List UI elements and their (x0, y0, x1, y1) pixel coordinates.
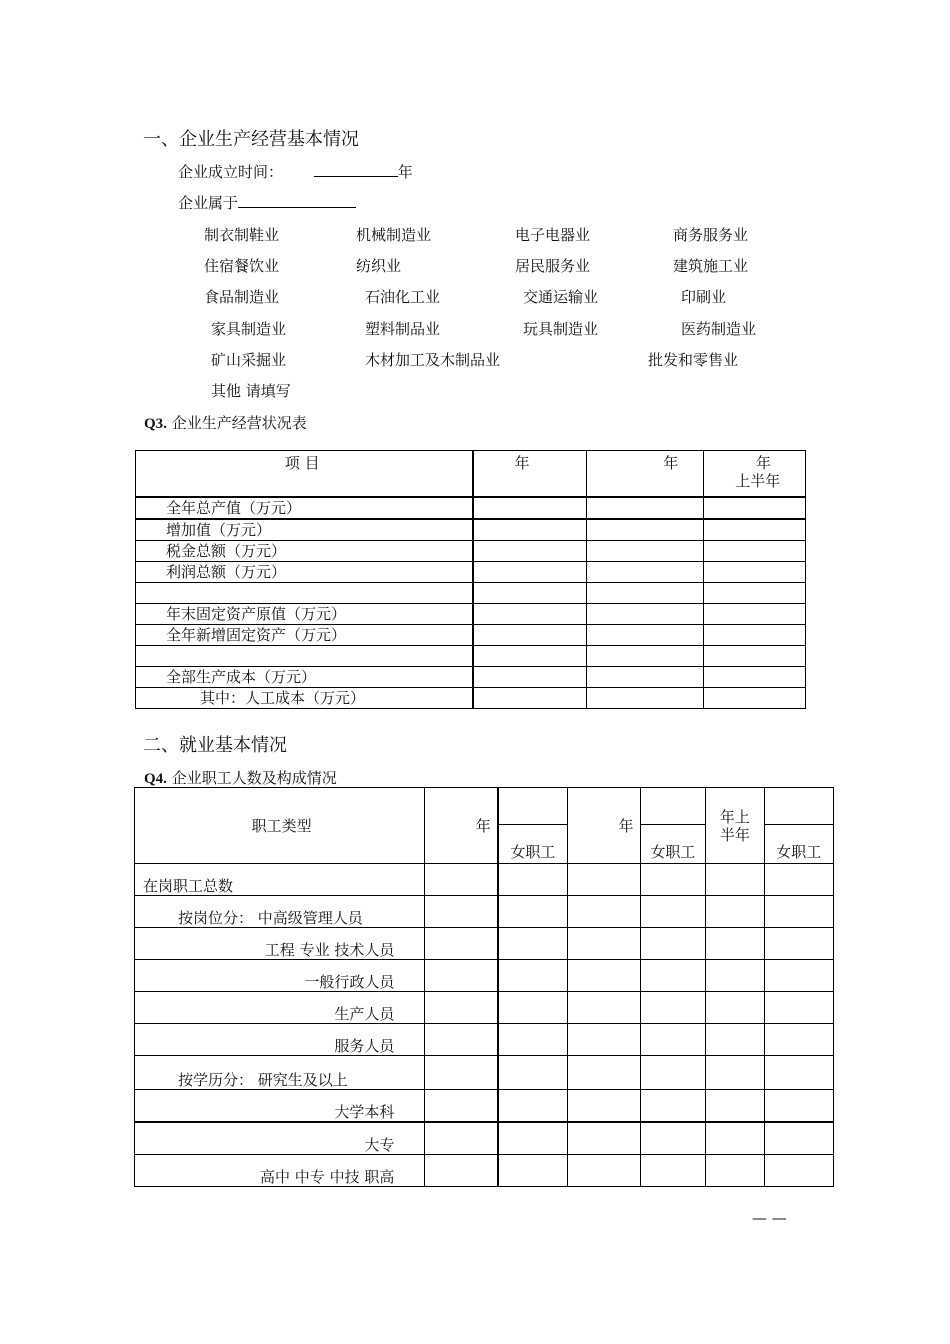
input-cell[interactable] (473, 625, 586, 646)
table-row (135, 1056, 834, 1090)
input-cell[interactable] (640, 896, 706, 928)
industry-item[interactable]: 矿山采掘业 (211, 351, 287, 369)
input-cell[interactable] (704, 625, 806, 646)
input-cell[interactable] (586, 688, 704, 709)
input-cell[interactable] (640, 864, 706, 896)
row-label: 工程 专业 技术人员 (135, 928, 425, 960)
q3-table (135, 450, 806, 709)
industry-item[interactable]: 食品制造业 (204, 288, 280, 306)
input-cell[interactable] (425, 1056, 498, 1090)
q4-header-spacer (764, 788, 833, 825)
q4-title: 企业职工人数及构成情况 (171, 769, 337, 787)
input-cell[interactable] (568, 1024, 640, 1056)
input-cell[interactable] (425, 1155, 498, 1187)
q4-col-year3: 年上 半年 (706, 788, 764, 864)
row-label: 服务人员 (135, 1024, 425, 1056)
table-row (135, 928, 834, 960)
q4-col-female2: 女职工 (640, 825, 706, 864)
q3-col-year3: 年 上半年 (704, 451, 806, 498)
table-row (135, 1122, 834, 1155)
q3-col-item: 项 目 (136, 451, 474, 498)
industry-item[interactable]: 家具制造业 (211, 320, 287, 338)
input-cell[interactable] (473, 497, 586, 519)
industry-item[interactable]: 住宿餐饮业 (204, 257, 280, 275)
table-row (136, 688, 806, 709)
q3-label: Q3. (144, 416, 167, 432)
input-cell[interactable] (473, 667, 586, 688)
q4-header-row-top (135, 788, 834, 825)
row-label: 大专 (135, 1122, 425, 1155)
q4-col-female3: 女职工 (764, 825, 833, 864)
table-row (135, 1024, 834, 1056)
table-row (136, 519, 806, 541)
input-cell[interactable] (425, 864, 498, 896)
table-row (135, 896, 834, 928)
input-cell[interactable] (473, 604, 586, 625)
input-cell[interactable] (568, 1090, 640, 1123)
table-row (136, 562, 806, 583)
input-cell[interactable] (640, 928, 706, 960)
input-cell[interactable] (706, 1122, 764, 1155)
input-cell[interactable] (706, 1056, 764, 1090)
row-label: 按学历分： 研究生及以上 (135, 1056, 425, 1090)
q3-col-year2: 年 (586, 451, 704, 498)
q4-col-year1: 年 (425, 788, 498, 864)
q3-col-year1: 年 (473, 451, 586, 498)
input-cell[interactable] (704, 583, 806, 604)
section1-title: 一、企业生产经营基本情况 (143, 129, 359, 150)
q4-header-spacer (640, 788, 706, 825)
input-cell[interactable] (764, 864, 833, 896)
industry-item[interactable]: 商务服务业 (673, 226, 749, 244)
q4-col-type: 职工类型 (135, 788, 425, 864)
input-cell[interactable] (586, 625, 704, 646)
input-cell[interactable] (586, 604, 704, 625)
row-label: 按岗位分： 中高级管理人员 (135, 896, 425, 928)
input-cell[interactable] (764, 992, 833, 1024)
input-cell[interactable] (498, 1122, 568, 1155)
industry-item[interactable]: 交通运输业 (523, 288, 599, 306)
row-label: 全年新增固定资产（万元） (136, 625, 474, 646)
input-cell[interactable] (568, 864, 640, 896)
table-row (136, 497, 806, 519)
input-cell[interactable] (568, 1155, 640, 1187)
input-cell[interactable] (568, 928, 640, 960)
belongs-field[interactable] (238, 193, 356, 208)
q3-title: 企业生产经营状况表 (171, 414, 307, 432)
input-cell[interactable] (586, 583, 704, 604)
input-cell[interactable] (706, 1090, 764, 1123)
input-cell[interactable] (764, 928, 833, 960)
input-cell[interactable] (473, 562, 586, 583)
q4-label: Q4. (144, 771, 167, 787)
founded-row (178, 161, 413, 182)
q4-col-female1: 女职工 (498, 825, 568, 864)
industry-other[interactable]: 其他 请填写 (211, 382, 291, 400)
input-cell[interactable] (706, 864, 764, 896)
industry-item[interactable]: 石油化工业 (365, 288, 441, 306)
founded-year-field[interactable] (314, 162, 398, 177)
row-label: 年末固定资产原值（万元） (136, 604, 474, 625)
input-cell[interactable] (568, 1056, 640, 1090)
row-label: 高中 中专 中技 职高 (135, 1155, 425, 1187)
input-cell[interactable] (704, 604, 806, 625)
input-cell[interactable] (706, 992, 764, 1024)
input-cell[interactable] (568, 1122, 640, 1155)
input-cell[interactable] (640, 1090, 706, 1123)
row-label (136, 646, 474, 667)
input-cell[interactable] (425, 928, 498, 960)
table-row (135, 960, 834, 992)
input-cell[interactable] (498, 1056, 568, 1090)
row-label: 利润总额（万元） (136, 562, 474, 583)
input-cell[interactable] (425, 960, 498, 992)
founded-label: 企业成立时间： (178, 163, 284, 181)
input-cell[interactable] (498, 992, 568, 1024)
industry-item[interactable]: 印刷业 (681, 288, 727, 306)
industry-item[interactable]: 纺织业 (356, 257, 402, 275)
input-cell[interactable] (706, 928, 764, 960)
input-cell[interactable] (586, 497, 704, 519)
input-cell[interactable] (764, 1056, 833, 1090)
table-row (135, 1090, 834, 1123)
row-label: 在岗职工总数 (135, 864, 425, 896)
industry-item[interactable]: 玩具制造业 (523, 320, 599, 338)
table-row (136, 541, 806, 562)
table-row (135, 1155, 834, 1187)
row-label: 生产人员 (135, 992, 425, 1024)
q4-table (134, 787, 834, 1187)
belongs-label: 企业属于 (178, 194, 239, 212)
input-cell[interactable] (425, 1090, 498, 1123)
input-cell[interactable] (586, 646, 704, 667)
input-cell[interactable] (764, 1122, 833, 1155)
input-cell[interactable] (706, 1155, 764, 1187)
input-cell[interactable] (764, 1024, 833, 1056)
industry-item[interactable]: 塑料制品业 (365, 320, 441, 338)
input-cell[interactable] (640, 1122, 706, 1155)
input-cell[interactable] (704, 562, 806, 583)
input-cell[interactable] (473, 688, 586, 709)
input-cell[interactable] (425, 992, 498, 1024)
input-cell[interactable] (473, 541, 586, 562)
q4-header-spacer (498, 788, 568, 825)
section2-title: 二、就业基本情况 (143, 735, 287, 756)
input-cell[interactable] (498, 1155, 568, 1187)
table-row (135, 992, 834, 1024)
input-cell[interactable] (704, 541, 806, 562)
input-cell[interactable] (568, 992, 640, 1024)
input-cell[interactable] (498, 1024, 568, 1056)
input-cell[interactable] (704, 667, 806, 688)
input-cell[interactable] (425, 1122, 498, 1155)
input-cell[interactable] (704, 497, 806, 519)
input-cell[interactable] (586, 541, 704, 562)
input-cell[interactable] (640, 1024, 706, 1056)
table-row (136, 583, 806, 604)
input-cell[interactable] (640, 960, 706, 992)
input-cell[interactable] (640, 1056, 706, 1090)
input-cell[interactable] (473, 519, 586, 541)
input-cell[interactable] (425, 1024, 498, 1056)
page-number-mark: — — (752, 1209, 787, 1227)
input-cell[interactable] (425, 896, 498, 928)
input-cell[interactable] (704, 646, 806, 667)
row-label: 税金总额（万元） (136, 541, 474, 562)
q4-heading (144, 767, 337, 788)
table-row (136, 667, 806, 688)
q4-col-year2: 年 (568, 788, 640, 864)
belongs-row (178, 192, 356, 213)
row-label: 其中：人工成本（万元） (136, 688, 474, 709)
industry-item[interactable]: 医药制造业 (681, 320, 757, 338)
input-cell[interactable] (764, 896, 833, 928)
industry-item[interactable]: 批发和零售业 (648, 351, 739, 369)
industry-item[interactable]: 制衣制鞋业 (204, 226, 280, 244)
input-cell[interactable] (498, 1090, 568, 1123)
row-label: 一般行政人员 (135, 960, 425, 992)
input-cell[interactable] (586, 562, 704, 583)
input-cell[interactable] (498, 896, 568, 928)
input-cell[interactable] (498, 928, 568, 960)
input-cell[interactable] (764, 1155, 833, 1187)
row-label: 增加值（万元） (136, 519, 474, 541)
input-cell[interactable] (706, 896, 764, 928)
input-cell[interactable] (473, 583, 586, 604)
input-cell[interactable] (498, 960, 568, 992)
industry-item[interactable]: 木材加工及木制品业 (365, 351, 501, 369)
industry-item[interactable]: 电子电器业 (515, 226, 591, 244)
row-label: 全年总产值（万元） (136, 497, 474, 519)
table-row (136, 646, 806, 667)
input-cell[interactable] (473, 646, 586, 667)
industry-item[interactable]: 居民服务业 (515, 257, 591, 275)
input-cell[interactable] (704, 519, 806, 541)
input-cell[interactable] (704, 688, 806, 709)
input-cell[interactable] (568, 960, 640, 992)
input-cell[interactable] (498, 864, 568, 896)
table-row (136, 604, 806, 625)
founded-suffix: 年 (397, 163, 413, 181)
industry-item[interactable]: 建筑施工业 (673, 257, 749, 275)
q3-heading (144, 412, 307, 433)
input-cell[interactable] (586, 667, 704, 688)
input-cell[interactable] (568, 896, 640, 928)
input-cell[interactable] (764, 1090, 833, 1123)
row-label: 全部生产成本（万元） (136, 667, 474, 688)
table-row (135, 864, 834, 896)
table-row (136, 625, 806, 646)
row-label: 大学本科 (135, 1090, 425, 1123)
input-cell[interactable] (640, 992, 706, 1024)
input-cell[interactable] (640, 1155, 706, 1187)
industry-item[interactable]: 机械制造业 (356, 226, 432, 244)
input-cell[interactable] (586, 519, 704, 541)
input-cell[interactable] (706, 960, 764, 992)
q3-header-row (136, 451, 806, 498)
input-cell[interactable] (706, 1024, 764, 1056)
row-label (136, 583, 474, 604)
input-cell[interactable] (764, 960, 833, 992)
